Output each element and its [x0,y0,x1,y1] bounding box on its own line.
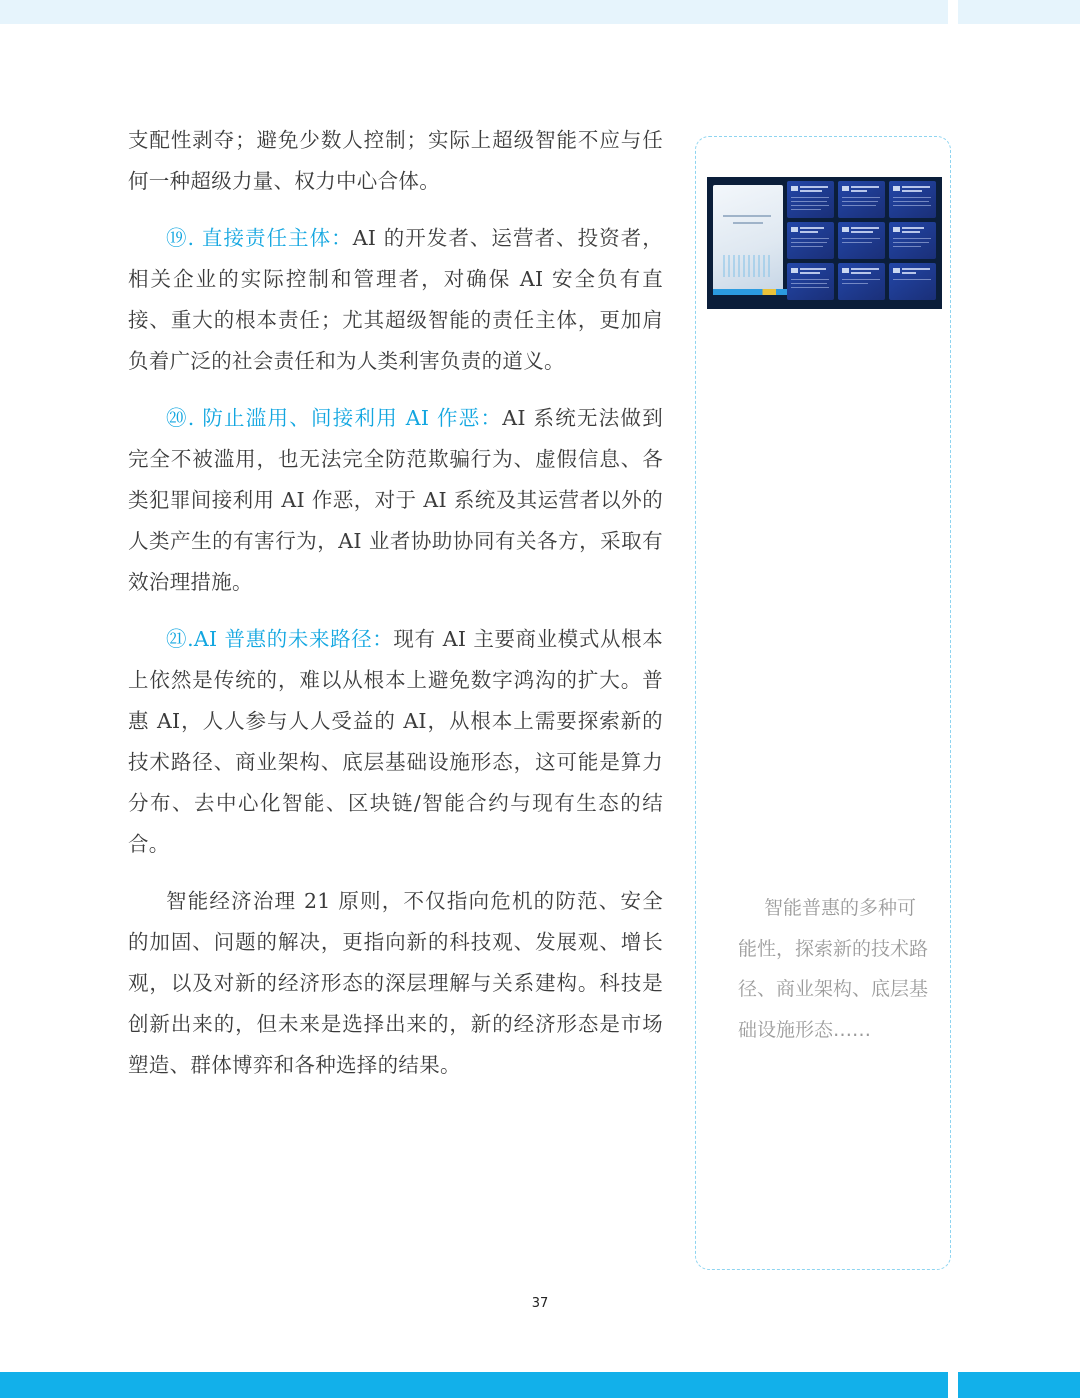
cover-subtitle-line [733,222,763,224]
footer-band-right [958,1372,1080,1398]
toc-tile [838,263,885,300]
principle-body: AI 系统无法做到完全不被滥用，也无法完全防范欺骗行为、虚假信息、各类犯罪间接利用 AI 作恶，对于 AI 系统及其运营者以外的人类产生的有害行为，AI 业者协助协同有关各方，采取有效治理措施。 [128,406,663,594]
toc-tile [838,222,885,259]
principle-body: AI 的开发者、运营者、投资者，相关企业的实际控制和管理者，对确保 AI 安全负有直接、重大的根本责任；尤其超级智能的责任主体，更加肩负着广泛的社会责任和为人类利害负责的道义。 [128,226,663,373]
header-band-right [958,0,1080,24]
book-cover-graphic [713,185,783,291]
toc-tile [787,181,834,218]
paragraph-body: 支配性剥夺；避免少数人控制；实际上超级智能不应与任何一种超级力量、权力中心合体。 [128,128,663,193]
toc-tile [889,263,936,300]
principle-body: 现有 AI 主要商业模式从根本上依然是传统的，难以从根本上避免数字鸿沟的扩大。普惠 AI，人人参与人人受益的 AI，从根本上需要探索新的技术路径、商业架构、底层基础设施形态，这可能是算力分布、去中心化智能、区块链/智能合约与现有生态的结合。 [128,627,663,856]
principle-heading: ⑲. 直接责任主体： [166,226,353,250]
principle-20 [128,398,663,603]
cover-title-line [723,215,771,217]
principle-heading: ㉑.AI 普惠的未来路径： [166,627,394,651]
toc-tile [889,181,936,218]
sidebar-panel [695,136,951,1270]
report-cover-image [707,177,942,309]
principle-21 [128,619,663,865]
cover-wave-graphic [723,255,773,277]
toc-tile [889,222,936,259]
footer-band [0,1372,948,1398]
principle-19 [128,218,663,382]
toc-tile [787,263,834,300]
header-band [0,0,948,24]
paragraph-body: 智能经济治理 21 原则，不仅指向危机的防范、安全的加固、问题的解决，更指向新的科技观、发展观、增长观，以及对新的经济形态的深层理解与关系建构。科技是创新出来的，但未来是选择出来的，新的经济形态是市场塑造、群体博弈和各种选择的结果。 [128,889,663,1077]
page-number: 37 [531,1296,549,1311]
paragraph-continuation [128,120,663,202]
toc-tile [838,181,885,218]
sidebar-pull-quote: 智能普惠的多种可能性，探索新的技术路径、商业架构、底层基础设施形态…… [738,897,929,1041]
closing-paragraph [128,881,663,1086]
main-text-column [128,120,663,1086]
principle-heading: ⑳. 防止滥用、间接利用 AI 作恶： [166,406,503,430]
toc-tile [787,222,834,259]
